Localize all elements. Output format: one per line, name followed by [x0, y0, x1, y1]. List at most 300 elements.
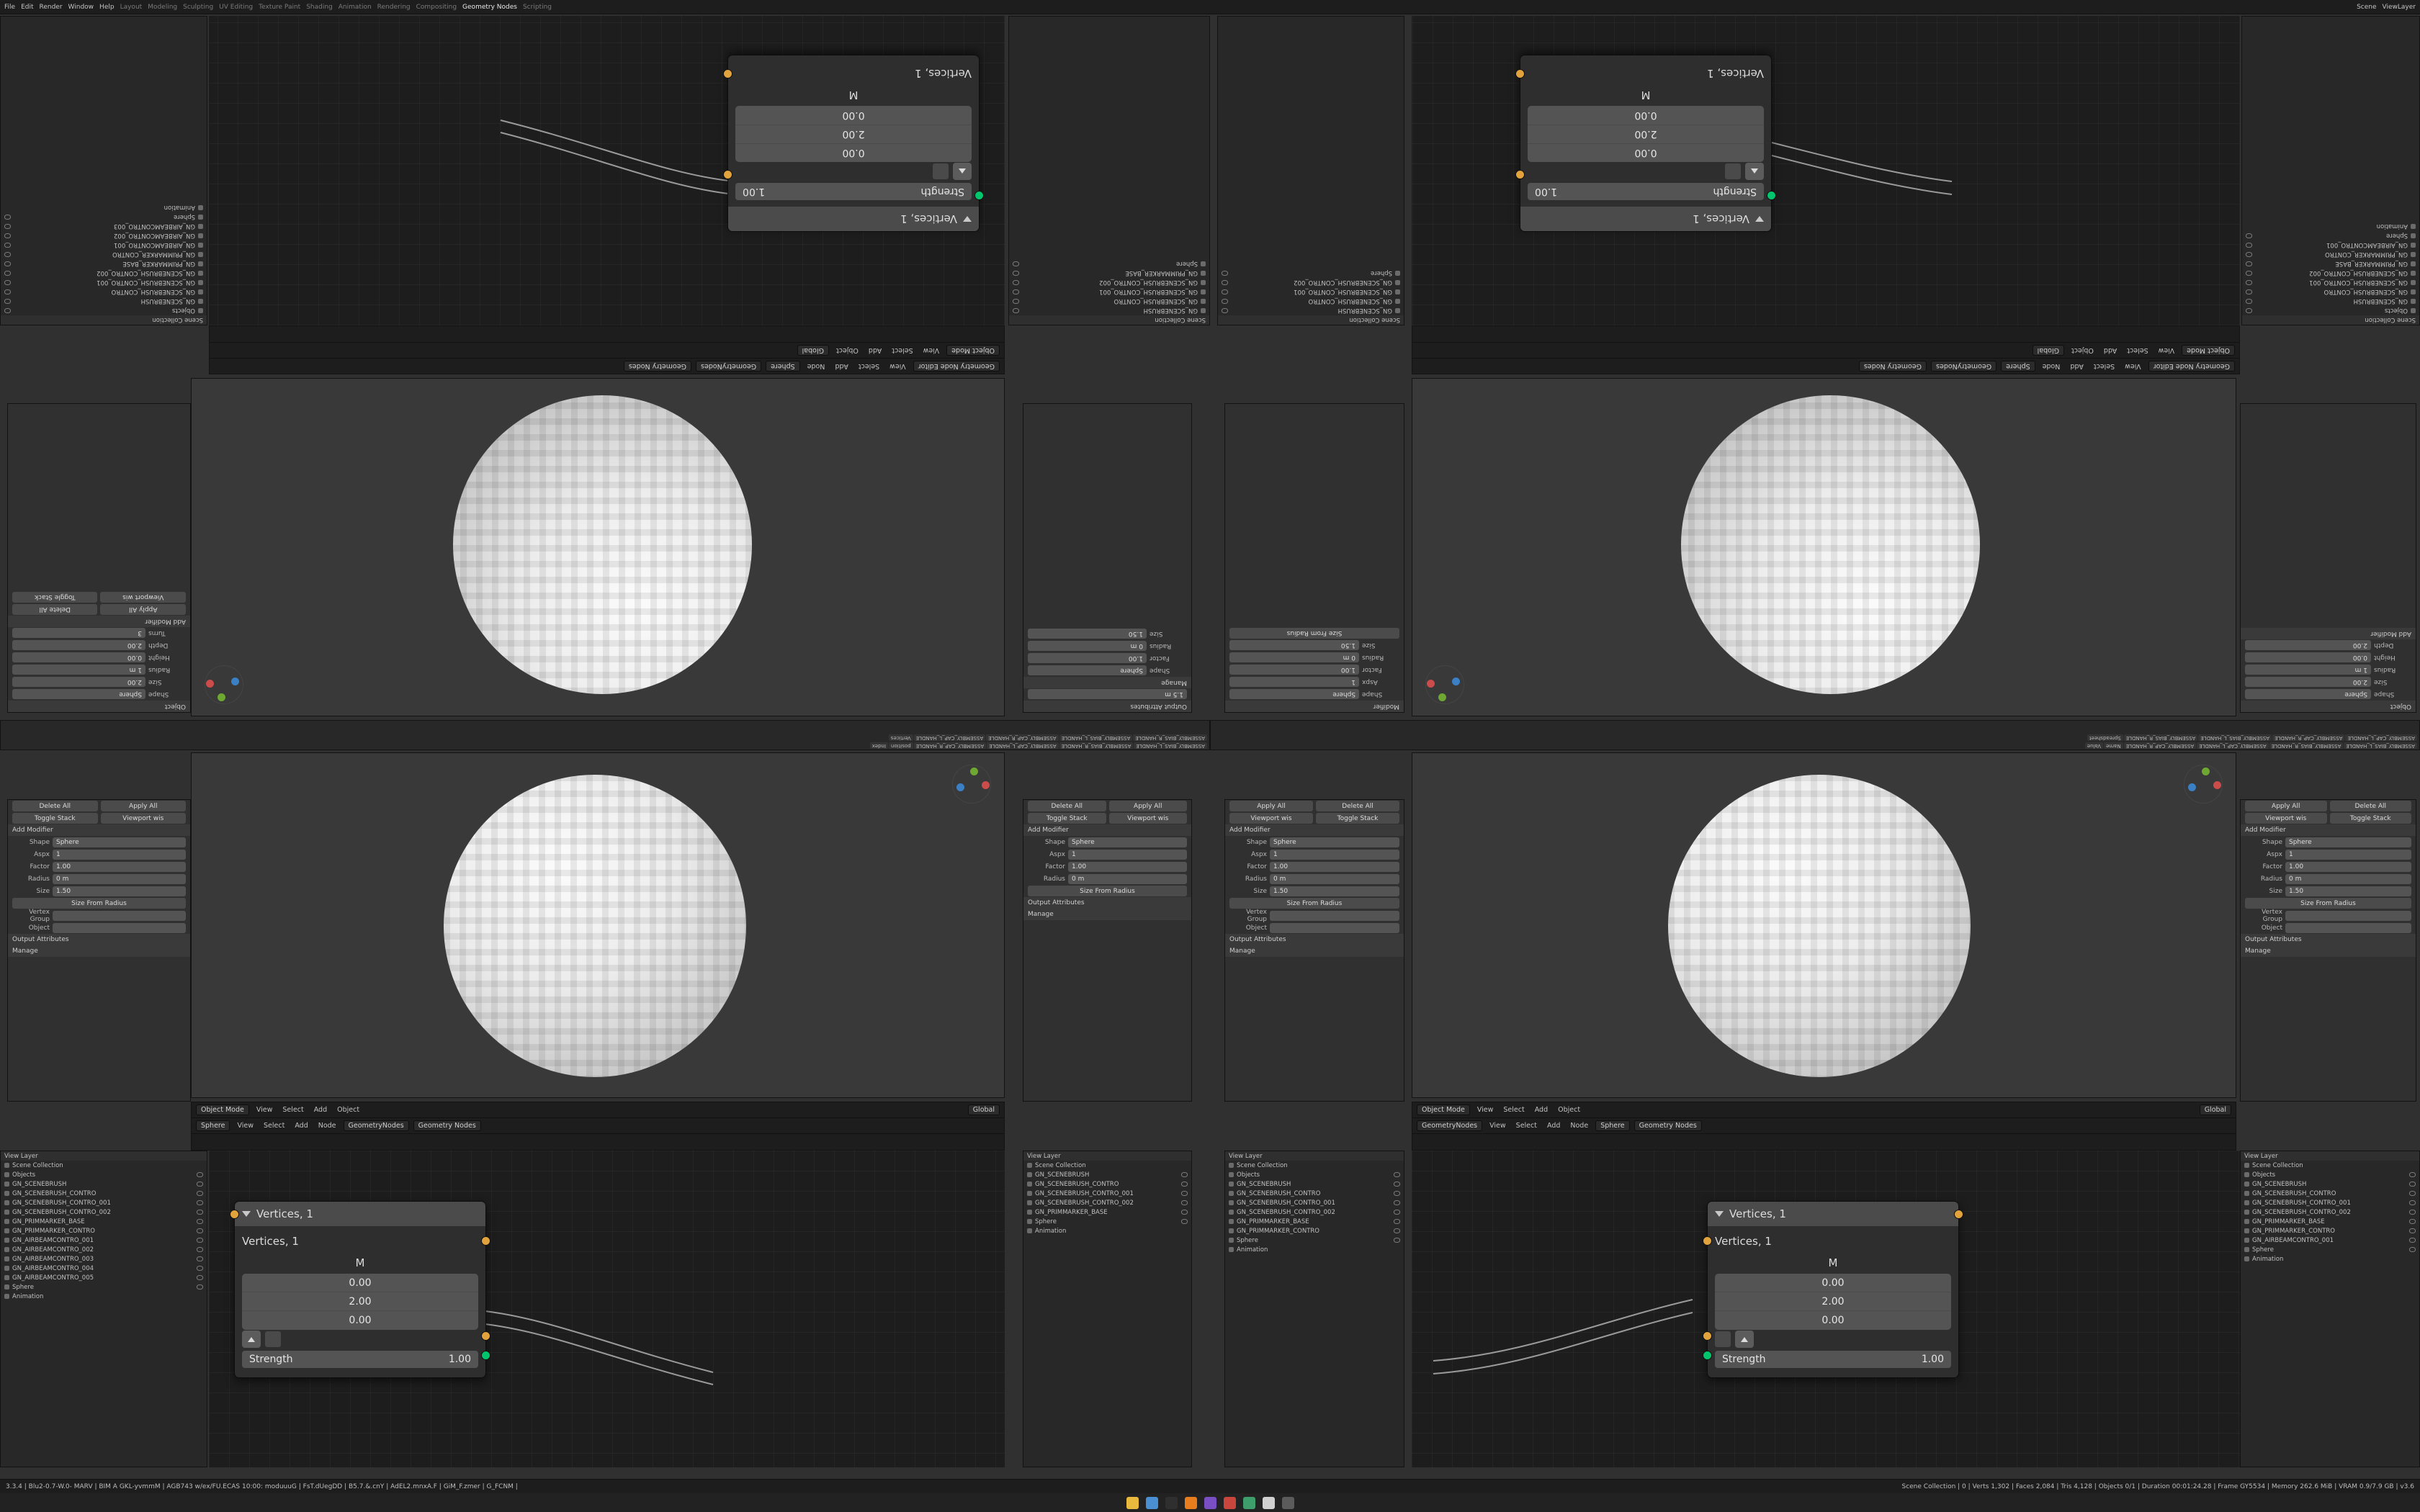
outliner-item[interactable] [1, 259, 207, 269]
outliner-item[interactable] [2242, 250, 2419, 259]
navigation-gizmo[interactable] [952, 765, 991, 804]
node-group-selector[interactable]: Geometry Nodes [413, 1120, 481, 1131]
mode-selector[interactable]: Object Mode [2182, 345, 2235, 356]
visibility-icon[interactable] [2246, 271, 2252, 276]
outliner-item[interactable] [2242, 306, 2419, 315]
menu-object[interactable]: Object [835, 346, 859, 354]
strength-value[interactable]: 1.00 [1535, 186, 1558, 197]
node-editor-top-left[interactable] [209, 16, 1005, 325]
workspace-tab-texture-paint[interactable]: Texture Paint [259, 3, 301, 11]
outliner-item[interactable] [1, 1245, 207, 1254]
visibility-icon[interactable] [1013, 280, 1019, 285]
viewport-3d-upper-left[interactable] [191, 378, 1005, 716]
node-row-output[interactable] [1708, 1230, 1958, 1252]
vector-x-value[interactable]: 0.00 [242, 1274, 478, 1292]
vector-socket-a[interactable] [1703, 1331, 1712, 1341]
menu-add[interactable]: Add [835, 362, 848, 370]
gizmo-axis-y[interactable] [1438, 693, 1446, 701]
visibility-icon[interactable] [1394, 1182, 1400, 1187]
viewport-toggle-button[interactable]: Viewport wis [101, 592, 187, 603]
outliner-item[interactable] [1, 250, 207, 259]
size-from-radius-checkbox[interactable]: Size From Radius [1229, 898, 1399, 909]
delete-all-button[interactable]: Delete All [2330, 801, 2412, 811]
modifier-buttons-row[interactable] [1225, 800, 1404, 812]
node-row-output[interactable] [1520, 63, 1771, 84]
outliner-item[interactable] [1, 1198, 207, 1207]
add-modifier-section[interactable] [2241, 824, 2416, 836]
menu-view[interactable]: View [889, 362, 906, 370]
vector-x-value[interactable]: 0.00 [1715, 1274, 1951, 1292]
property-value[interactable]: 1 m [12, 665, 145, 675]
spreadsheet-strip-right[interactable] [1210, 720, 2420, 750]
outliner-item[interactable] [1, 269, 207, 278]
properties-editor-upper-mid-left[interactable] [1023, 403, 1192, 713]
add-modifier-section[interactable] [8, 616, 190, 627]
property-value[interactable]: Sphere [2285, 837, 2411, 847]
visibility-icon[interactable] [197, 1275, 203, 1280]
modifier-selector[interactable]: GeometryNodes [696, 361, 761, 372]
vertex-group-field[interactable] [2285, 911, 2411, 921]
toggle-stack-button[interactable]: Toggle Stack [1028, 813, 1106, 824]
add-modifier-section[interactable] [1225, 824, 1404, 836]
outliner-item[interactable] [1009, 259, 1209, 269]
outliner-item[interactable] [1225, 1207, 1404, 1217]
visibility-icon[interactable] [2409, 1228, 2416, 1233]
property-value[interactable]: 1 [1270, 850, 1399, 860]
workspace-tab-geometry-nodes[interactable]: Geometry Nodes [462, 3, 517, 11]
property-row[interactable] [2241, 664, 2416, 676]
apply-all-button[interactable]: Apply All [101, 604, 187, 615]
vertex-group-field[interactable] [1270, 911, 1399, 921]
visibility-icon[interactable] [197, 1247, 203, 1252]
vector-z-value[interactable]: 0.00 [1634, 109, 1657, 121]
property-row[interactable] [2241, 639, 2416, 652]
property-value[interactable]: 1 [1229, 678, 1359, 688]
workspace-tab-layout[interactable]: Layout [120, 3, 143, 11]
visibility-icon[interactable] [4, 261, 11, 266]
gizmo-axis-z[interactable] [956, 783, 964, 791]
visibility-icon[interactable] [1013, 261, 1019, 266]
apply-all-button[interactable]: Apply All [1229, 801, 1313, 811]
property-value[interactable]: 2.00 [12, 678, 145, 688]
gizmo-axis-x[interactable] [206, 680, 214, 688]
visibility-icon[interactable] [2246, 308, 2252, 313]
menu-add[interactable]: Add [1546, 1122, 1561, 1130]
properties-section-header[interactable] [2241, 701, 2416, 712]
outliner-item[interactable] [2241, 1245, 2419, 1254]
workspace-tab-sculpting[interactable]: Sculpting [183, 3, 214, 11]
node-row-vector-top[interactable] [728, 162, 979, 181]
modifier-buttons-row[interactable] [1225, 812, 1404, 824]
menu-select[interactable]: Select [892, 346, 913, 354]
visibility-icon[interactable] [2246, 243, 2252, 248]
checkbox-row[interactable] [1023, 885, 1191, 897]
section-buttons[interactable] [8, 603, 190, 616]
mode-selector[interactable]: Object Mode [946, 345, 1000, 356]
property-row[interactable] [1225, 652, 1404, 664]
outliner-item[interactable] [1023, 1189, 1191, 1198]
apply-all-button[interactable]: Apply All [1109, 801, 1188, 811]
mail-icon[interactable] [1263, 1497, 1275, 1509]
outliner-item[interactable] [2241, 1217, 2419, 1226]
outliner-item[interactable] [2241, 1207, 2419, 1217]
checkbox-row[interactable] [2241, 897, 2416, 909]
taskbar[interactable] [0, 1493, 2420, 1512]
outliner-item[interactable] [2241, 1198, 2419, 1207]
node-header[interactable] [728, 207, 979, 231]
menu-view[interactable]: View [1489, 1122, 1506, 1130]
visibility-icon[interactable] [2409, 1191, 2416, 1196]
transform-orientation-selector[interactable]: Global [2033, 345, 2064, 356]
outliner-item[interactable] [1218, 269, 1404, 278]
navigation-gizmo[interactable] [1425, 665, 1464, 704]
strength-value[interactable]: 1.00 [448, 1354, 471, 1365]
gizmo-axis-x[interactable] [2213, 781, 2221, 789]
vector-field-group[interactable] [242, 1274, 478, 1330]
property-value[interactable]: 1.00 [1229, 665, 1359, 675]
object-field[interactable] [2285, 923, 2411, 933]
object-selector[interactable]: Sphere [766, 361, 799, 372]
property-row[interactable] [1225, 860, 1404, 873]
outliner-top-right[interactable] [2241, 16, 2420, 325]
property-row[interactable] [8, 676, 190, 688]
modifier-buttons-row[interactable] [8, 812, 190, 824]
visibility-icon[interactable] [2246, 280, 2252, 285]
visibility-icon[interactable] [1181, 1210, 1188, 1215]
property-row[interactable] [1023, 665, 1191, 677]
node-row-output[interactable] [728, 63, 979, 84]
visibility-icon[interactable] [4, 215, 11, 220]
visibility-icon[interactable] [1181, 1191, 1188, 1196]
visibility-icon[interactable] [1181, 1182, 1188, 1187]
outliner-item[interactable] [1, 287, 207, 297]
outliner-item[interactable] [2242, 287, 2419, 297]
files-icon[interactable] [1126, 1497, 1139, 1509]
workspace-tab-uv[interactable]: UV Editing [219, 3, 254, 11]
outliner-item[interactable] [1023, 1179, 1191, 1189]
outliner-bottom-left[interactable] [0, 1151, 207, 1467]
strength-value[interactable]: 1.00 [1921, 1354, 1944, 1365]
size-from-radius-checkbox[interactable]: Size From Radius [12, 898, 186, 909]
editor-icon[interactable] [1204, 1497, 1216, 1509]
collapse-triangle-icon[interactable] [963, 216, 972, 222]
delete-all-button[interactable]: Delete All [12, 801, 98, 811]
menu-node[interactable]: Node [318, 1122, 336, 1130]
size-from-radius-checkbox[interactable]: Size From Radius [1028, 886, 1187, 896]
workspace-tab-scripting[interactable]: Scripting [522, 3, 552, 11]
calc-icon[interactable] [1282, 1497, 1294, 1509]
editor-header[interactable] [1412, 358, 2239, 374]
menu-view[interactable]: View [2125, 362, 2141, 370]
vector-socket-b[interactable] [1703, 1236, 1712, 1246]
outliner-item[interactable] [2241, 1161, 2419, 1170]
outliner-item[interactable] [1, 1264, 207, 1273]
visibility-icon[interactable] [197, 1172, 203, 1177]
menu-node[interactable]: Node [807, 362, 825, 370]
vector-y-value[interactable]: 2.00 [735, 125, 972, 143]
property-row[interactable] [1023, 640, 1191, 652]
property-row[interactable] [1225, 664, 1404, 676]
outliner-item[interactable] [1, 1217, 207, 1226]
vector-socket-header[interactable] [230, 1210, 239, 1219]
navigation-gizmo[interactable] [205, 665, 243, 704]
outliner-item[interactable] [1218, 287, 1404, 297]
property-value[interactable]: Sphere [1270, 837, 1399, 847]
collapse-triangle-icon[interactable] [1715, 1211, 1724, 1217]
property-row[interactable] [1023, 860, 1191, 873]
node-header[interactable] [235, 1202, 485, 1226]
visibility-icon[interactable] [1013, 271, 1019, 276]
outliner-item[interactable] [1225, 1236, 1404, 1245]
property-row[interactable] [2241, 860, 2416, 873]
property-row[interactable] [2241, 836, 2416, 848]
property-row[interactable] [2241, 922, 2416, 934]
outliner-item[interactable] [2242, 297, 2419, 306]
properties-editor-lower-mid-left[interactable] [1023, 799, 1192, 1102]
stepper-up-button[interactable] [1735, 1331, 1754, 1348]
visibility-icon[interactable] [1013, 299, 1019, 304]
modifier-selector[interactable]: GeometryNodes [344, 1120, 409, 1131]
property-row[interactable] [1225, 909, 1404, 922]
property-row[interactable] [1225, 873, 1404, 885]
property-value[interactable]: 1 [53, 850, 186, 860]
spreadsheet-row[interactable] [1, 734, 1209, 742]
outliner-item[interactable] [1, 1273, 207, 1282]
outliner-item[interactable] [1023, 1217, 1191, 1226]
outliner-item[interactable] [1023, 1226, 1191, 1236]
visibility-icon[interactable] [4, 271, 11, 276]
node-header[interactable] [1520, 207, 1771, 231]
property-row[interactable] [1225, 688, 1404, 701]
visibility-icon[interactable] [2409, 1238, 2416, 1243]
gizmo-axis-z[interactable] [231, 678, 239, 685]
property-row[interactable] [8, 909, 190, 922]
menu-node[interactable]: Node [1570, 1122, 1589, 1130]
visibility-icon[interactable] [4, 233, 11, 238]
node-editor-header-top-left[interactable] [209, 325, 1005, 374]
menu-add[interactable]: Add [2070, 362, 2084, 370]
property-value[interactable]: 0 m [2285, 874, 2411, 884]
outliner-bottom-right[interactable] [2240, 1151, 2420, 1467]
visibility-icon[interactable] [2409, 1182, 2416, 1187]
property-value[interactable]: 2.00 [2245, 641, 2371, 651]
manage-section[interactable] [1023, 909, 1191, 920]
property-value[interactable]: Sphere [1068, 837, 1187, 847]
menu-view[interactable]: View [237, 1122, 254, 1130]
vector-field-group[interactable] [1528, 106, 1764, 162]
vector-x-value[interactable]: 0.00 [1528, 143, 1764, 162]
viewport-3d-upper-right[interactable] [1412, 378, 2236, 716]
property-row[interactable] [1225, 922, 1404, 934]
vector-y-value[interactable]: 2.00 [1715, 1292, 1951, 1311]
geometry-socket[interactable] [481, 1351, 490, 1360]
gizmo-axis-y[interactable] [2202, 768, 2210, 775]
property-row[interactable] [8, 873, 190, 885]
outliner-item[interactable] [1225, 1189, 1404, 1198]
scene-selector[interactable]: Scene [2357, 3, 2377, 11]
menu-select[interactable]: Select [2127, 346, 2148, 354]
sphere-object[interactable] [1668, 775, 1971, 1077]
visibility-icon[interactable] [4, 243, 11, 248]
spreadsheet-row[interactable] [1211, 742, 2419, 750]
collapse-triangle-icon[interactable] [1755, 216, 1764, 222]
property-value[interactable]: Sphere [1028, 666, 1147, 676]
property-row[interactable] [2241, 909, 2416, 922]
outliner-item[interactable] [1225, 1226, 1404, 1236]
property-row[interactable] [1225, 639, 1404, 652]
outliner-item[interactable] [1, 278, 207, 287]
outliner-item[interactable] [1, 1179, 207, 1189]
outliner-top-left[interactable] [0, 16, 207, 325]
outliner-item[interactable] [1, 231, 207, 240]
visibility-icon[interactable] [1222, 271, 1228, 276]
viewport-toggle-button[interactable]: Viewport wis [1109, 813, 1188, 824]
node-row-vector-bottom[interactable] [235, 1330, 485, 1349]
outliner-item[interactable] [1023, 1161, 1191, 1170]
vector-socket-b[interactable] [481, 1236, 490, 1246]
property-row[interactable] [8, 652, 190, 664]
property-row[interactable] [8, 627, 190, 639]
visibility-icon[interactable] [2409, 1210, 2416, 1215]
sphere-object[interactable] [453, 395, 752, 694]
menu-render[interactable]: Render [39, 3, 63, 11]
sphere-object[interactable] [444, 775, 746, 1077]
viewport-3d-lower-right[interactable] [1412, 752, 2236, 1098]
outliner-item[interactable] [1, 1254, 207, 1264]
object-field[interactable] [1270, 923, 1399, 933]
add-modifier-section[interactable] [8, 824, 190, 836]
checkbox-row[interactable] [1225, 897, 1404, 909]
visibility-icon[interactable] [1013, 289, 1019, 294]
outliner-item[interactable] [2242, 259, 2419, 269]
menu-add[interactable]: Add [295, 1122, 308, 1130]
node-group-selector[interactable]: Geometry Nodes [624, 361, 691, 372]
visibility-icon[interactable] [1222, 299, 1228, 304]
outliner-item[interactable] [1009, 297, 1209, 306]
modifier-buttons-row[interactable] [1023, 812, 1191, 824]
outliner-item[interactable] [1225, 1170, 1404, 1179]
property-value[interactable]: 1 [2285, 850, 2411, 860]
terminal-icon[interactable] [1165, 1497, 1178, 1509]
menu-add[interactable]: Add [1534, 1106, 1549, 1114]
node-editor-bottom-left[interactable] [209, 1151, 1005, 1467]
property-row[interactable] [1023, 836, 1191, 848]
visibility-icon[interactable] [197, 1256, 203, 1261]
property-row[interactable] [8, 860, 190, 873]
menu-view[interactable]: View [2158, 346, 2175, 354]
menu-object[interactable]: Object [2071, 346, 2094, 354]
menu-select[interactable]: Select [1515, 1122, 1537, 1130]
outliner-item[interactable] [1009, 269, 1209, 278]
object-selector[interactable]: Sphere [1595, 1120, 1629, 1131]
blender-icon[interactable] [1185, 1497, 1197, 1509]
output-attributes-section[interactable] [2241, 934, 2416, 945]
property-row[interactable] [8, 639, 190, 652]
size-from-radius-checkbox[interactable]: Size From Radius [1229, 628, 1399, 639]
property-row[interactable] [2241, 676, 2416, 688]
menu-add[interactable]: Add [868, 346, 882, 354]
node-row-strength[interactable] [1520, 181, 1771, 202]
outliner-top-mid-left[interactable] [1008, 16, 1210, 325]
collapse-triangle-icon[interactable] [242, 1211, 251, 1217]
property-row[interactable] [1023, 652, 1191, 665]
outliner-item[interactable] [1, 1207, 207, 1217]
stepper-up-button[interactable] [1745, 163, 1764, 180]
properties-editor-upper-left[interactable] [7, 403, 191, 713]
node-row-strength[interactable] [728, 181, 979, 202]
property-row[interactable] [1023, 628, 1191, 640]
visibility-icon[interactable] [2246, 289, 2252, 294]
modifier-buttons-row[interactable] [2241, 812, 2416, 824]
visibility-icon[interactable] [4, 308, 11, 313]
modifier-selector[interactable]: GeometryNodes [1417, 1120, 1482, 1131]
menu-view[interactable]: View [923, 346, 940, 354]
menu-select[interactable]: Select [282, 1106, 304, 1114]
visibility-icon[interactable] [1013, 308, 1019, 313]
vector-z-value[interactable]: 0.00 [349, 1315, 372, 1326]
property-row[interactable] [1023, 848, 1191, 860]
vertex-group-field[interactable] [53, 911, 186, 921]
property-value[interactable]: 1.00 [2285, 862, 2411, 872]
menu-window[interactable]: Window [68, 3, 94, 11]
property-value[interactable]: 2.00 [12, 641, 145, 651]
menu-select[interactable]: Select [264, 1122, 285, 1130]
gizmo-axis-x[interactable] [982, 781, 990, 789]
outliner-item[interactable] [1225, 1198, 1404, 1207]
dropdown-icon[interactable] [1715, 1331, 1731, 1347]
visibility-icon[interactable] [2246, 252, 2252, 257]
outliner-item[interactable] [2241, 1189, 2419, 1198]
editor-type-selector[interactable]: Geometry Node Editor [913, 361, 1000, 372]
viewport-header[interactable] [210, 342, 1004, 358]
property-row[interactable] [8, 848, 190, 860]
sphere-object[interactable] [1681, 395, 1980, 694]
properties-section-header[interactable] [1023, 701, 1191, 712]
visibility-icon[interactable] [4, 280, 11, 285]
dropdown-icon[interactable] [1725, 163, 1741, 179]
gizmo-axis-y[interactable] [970, 768, 978, 775]
properties-editor-lower-right[interactable] [2240, 799, 2416, 1102]
property-value[interactable]: 1.5 m [1028, 690, 1187, 700]
outliner-item[interactable] [1225, 1245, 1404, 1254]
outliner-item[interactable] [1, 1236, 207, 1245]
property-row[interactable] [8, 885, 190, 897]
visibility-icon[interactable] [4, 289, 11, 294]
node-header[interactable] [1708, 1202, 1958, 1226]
geometry-socket[interactable] [1767, 191, 1776, 200]
add-modifier-section[interactable] [2241, 628, 2416, 639]
manage-section[interactable] [2241, 945, 2416, 957]
geometry-socket[interactable] [974, 191, 984, 200]
apply-all-button[interactable]: Apply All [2245, 801, 2327, 811]
property-row[interactable] [8, 688, 190, 701]
node-group-selector[interactable]: Geometry Nodes [1859, 361, 1927, 372]
modifier-buttons-row[interactable] [8, 800, 190, 812]
property-value[interactable]: 1.50 [2285, 886, 2411, 896]
property-value[interactable]: 0 m [1229, 653, 1359, 663]
outliner-item[interactable] [1, 203, 207, 212]
outliner-item[interactable] [1, 222, 207, 231]
visibility-icon[interactable] [4, 252, 11, 257]
media-icon[interactable] [1224, 1497, 1236, 1509]
node-editor-top-right[interactable] [1412, 16, 2240, 325]
modifier-buttons-row[interactable] [1023, 800, 1191, 812]
add-modifier-section[interactable] [1023, 824, 1191, 836]
vector-socket-b[interactable] [723, 69, 732, 78]
property-row[interactable] [2241, 652, 2416, 664]
viewport-header[interactable] [1412, 342, 2239, 358]
outliner-item[interactable] [1, 306, 207, 315]
